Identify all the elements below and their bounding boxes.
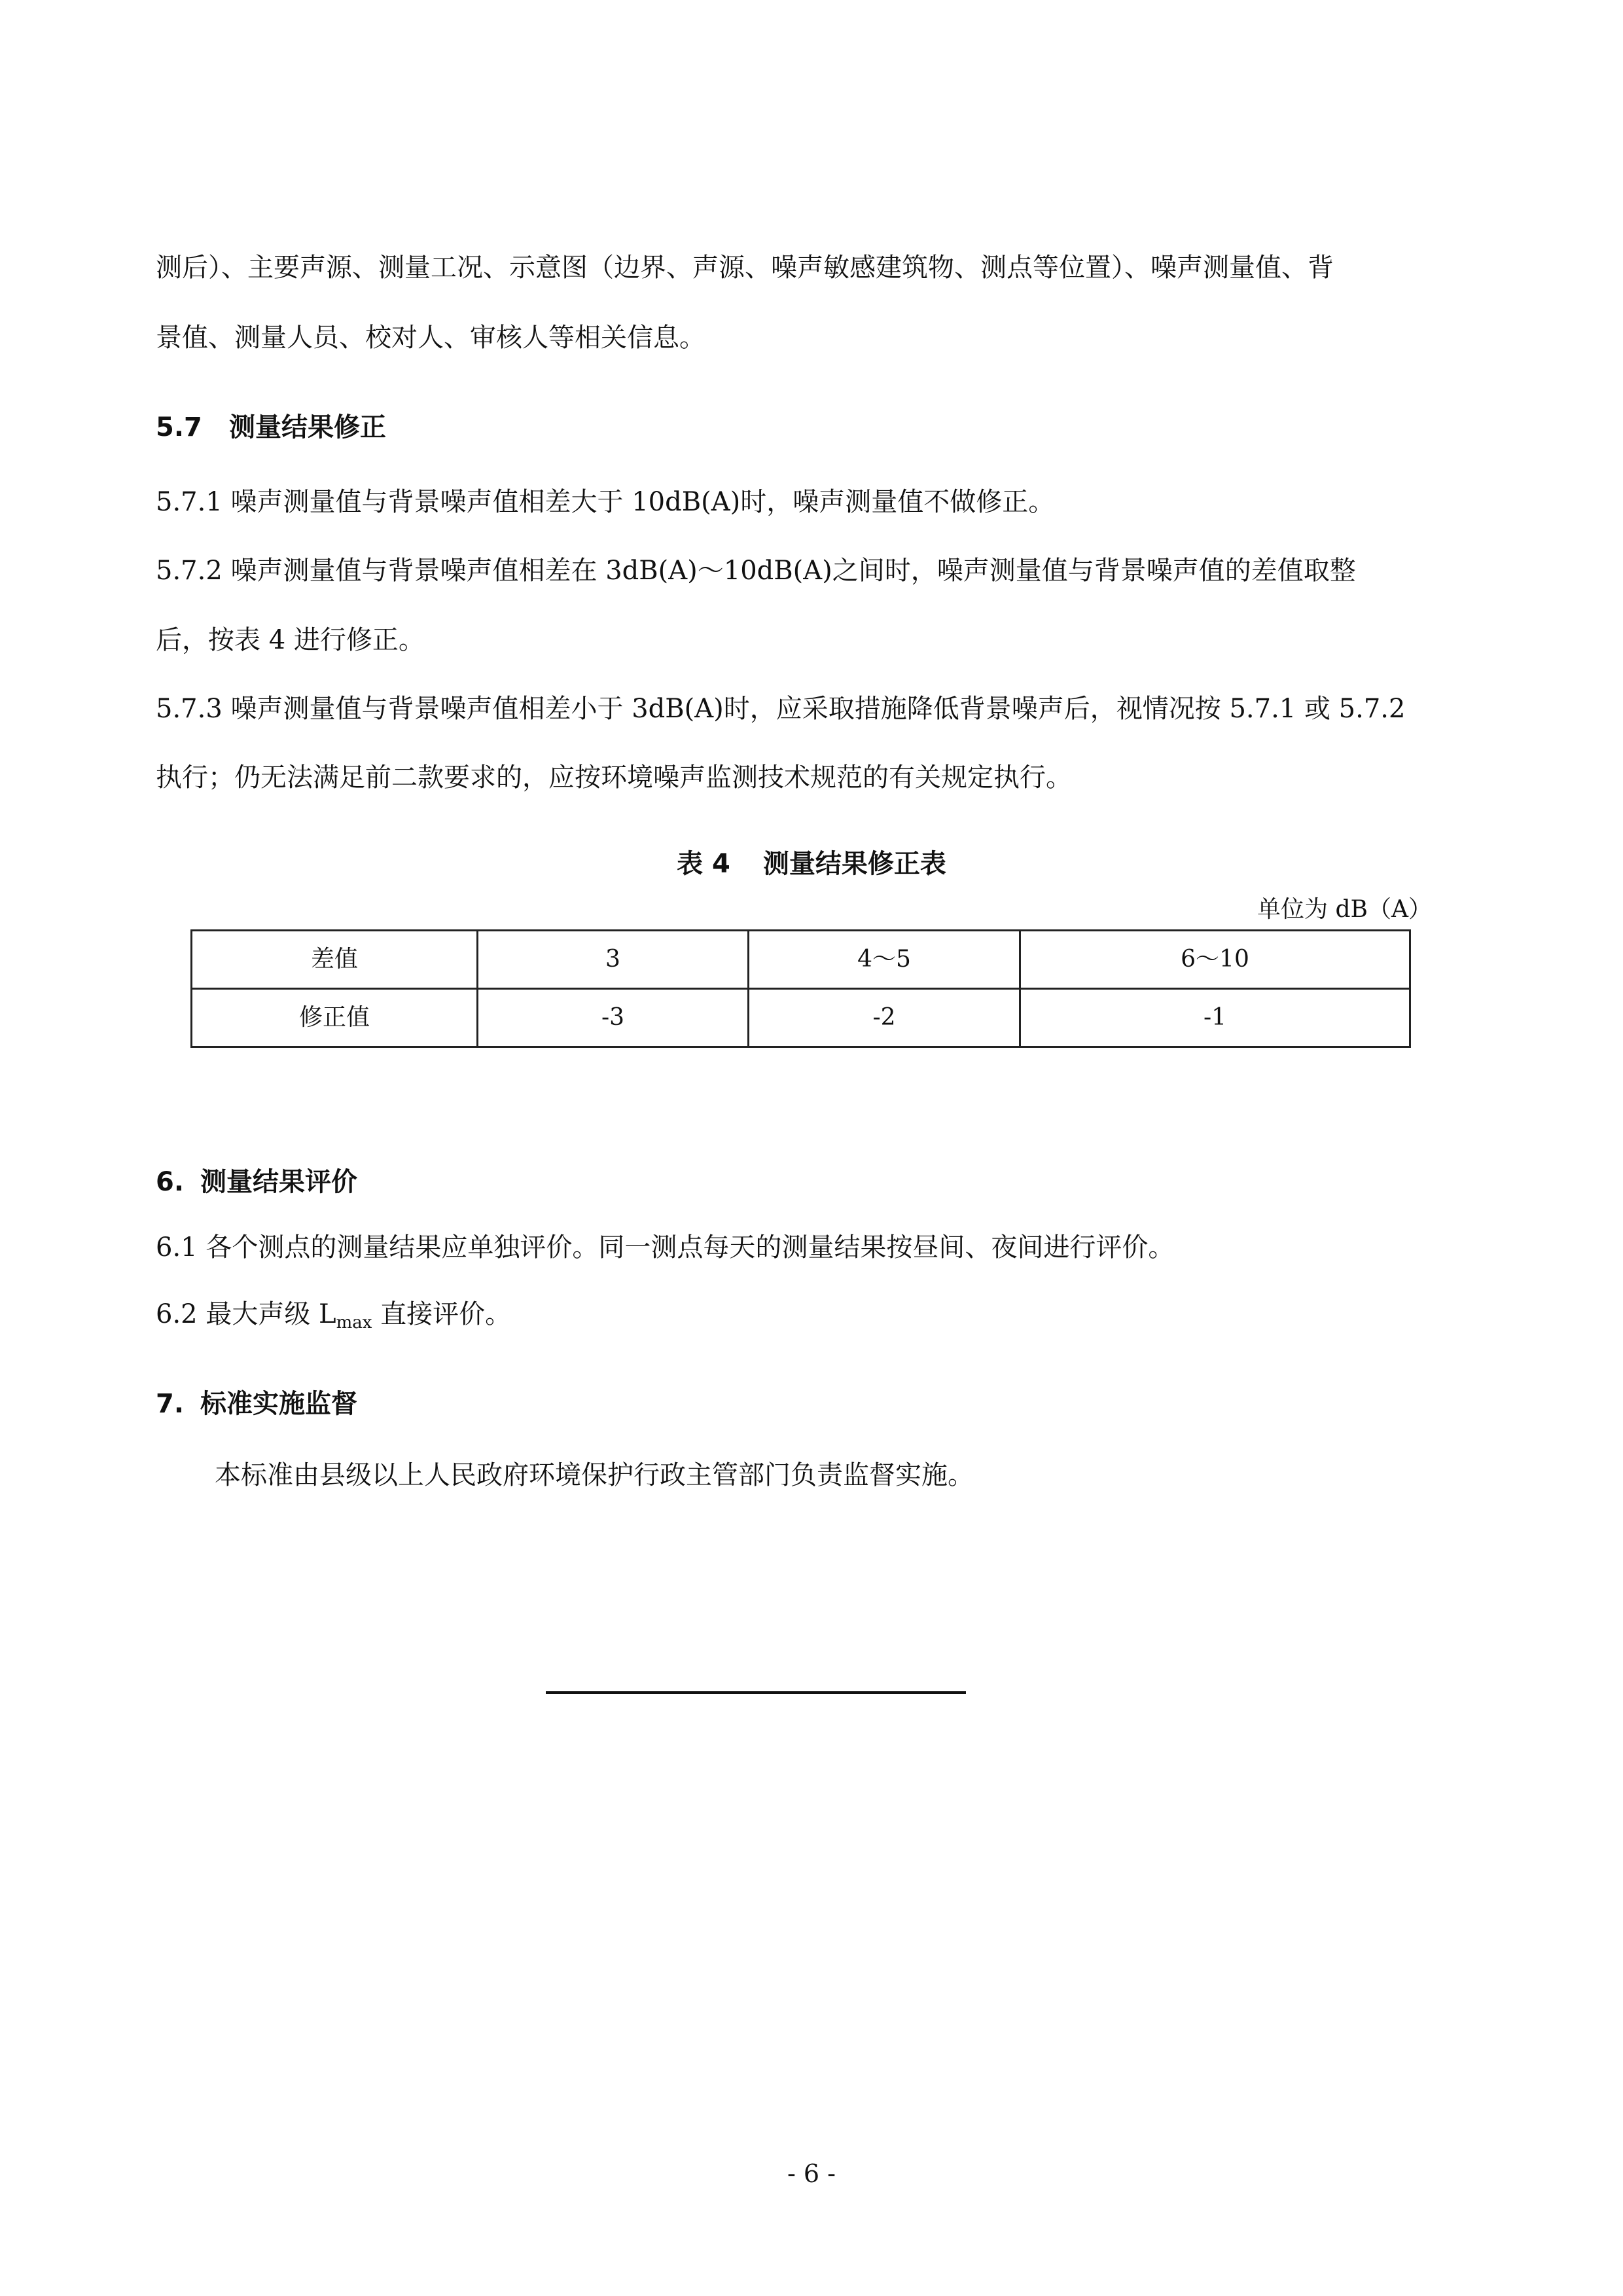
clause-6-1: 6.1 各个测点的测量结果应单独评价。同一测点每天的测量结果按昼间、夜间进行评价。 <box>156 1232 1175 1263</box>
paragraph-line: 测后）、主要声源、测量工况、示意图（边界、声源、噪声敏感建筑物、测点等位置）、噪声测量值、背 <box>156 253 1334 283</box>
clause-5-7-2-line: 后，按表 4 进行修正。 <box>156 625 425 655</box>
paragraph-line: 景值、测量人员、校对人、审核人等相关信息。 <box>156 323 705 353</box>
section-title: 标准实施监督 <box>200 1389 357 1419</box>
table-cell: 6～10 <box>1020 931 1410 989</box>
section-heading-6 <box>156 1165 357 1199</box>
table-row <box>192 989 1410 1047</box>
clause-6-2-text-end: 直接评价。 <box>380 1299 512 1329</box>
section-title: 测量结果评价 <box>200 1167 357 1197</box>
section-heading-7 <box>156 1387 357 1421</box>
table-unit: 单位为 dB（A） <box>1257 896 1432 923</box>
section-title: 测量结果修正 <box>229 412 386 442</box>
table-cell: 差值 <box>192 931 478 989</box>
section-number: 5.7 <box>156 412 202 442</box>
clause-5-7-2-line: 5.7.2 噪声测量值与背景噪声值相差在 3dB(A)～10dB(A)之间时，噪声测量值与背景噪声值的差值取整 <box>156 556 1356 586</box>
page-number: - 6 - <box>787 2159 836 2188</box>
clause-6-2 <box>156 1297 511 1331</box>
clause-5-7-3-line: 5.7.3 噪声测量值与背景噪声值相差小于 3dB(A)时，应采取措施降低背景噪声后，视情况按 5.7.1 或 5.7.2 <box>156 694 1406 724</box>
table-cell: 3 <box>478 931 749 989</box>
table-cell: 修正值 <box>192 989 478 1047</box>
section-number: 7. <box>156 1389 185 1419</box>
table-cell: -2 <box>749 989 1020 1047</box>
table-cell: 4～5 <box>749 931 1020 989</box>
table-number: 表 4 <box>677 849 730 879</box>
end-rule <box>546 1691 966 1694</box>
clause-7-text: 本标准由县级以上人民政府环境保护行政主管部门负责监督实施。 <box>215 1460 974 1490</box>
clause-6-2-text: 6.2 最大声级 L <box>156 1299 336 1329</box>
table-row <box>192 931 1410 989</box>
clause-5-7-3-line: 执行；仍无法满足前二款要求的，应按环境噪声监测技术规范的有关规定执行。 <box>156 762 1072 793</box>
section-number: 6. <box>156 1167 185 1197</box>
table-cell: -1 <box>1020 989 1410 1047</box>
subscript-max: max <box>336 1313 372 1333</box>
section-heading-5-7 <box>156 410 386 444</box>
clause-5-7-1: 5.7.1 噪声测量值与背景噪声值相差大于 10dB(A)时，噪声测量值不做修正。 <box>156 487 1055 517</box>
table-cell: -3 <box>478 989 749 1047</box>
table-title: 测量结果修正表 <box>762 849 946 879</box>
correction-table <box>190 929 1411 1048</box>
table-caption <box>0 847 1623 881</box>
